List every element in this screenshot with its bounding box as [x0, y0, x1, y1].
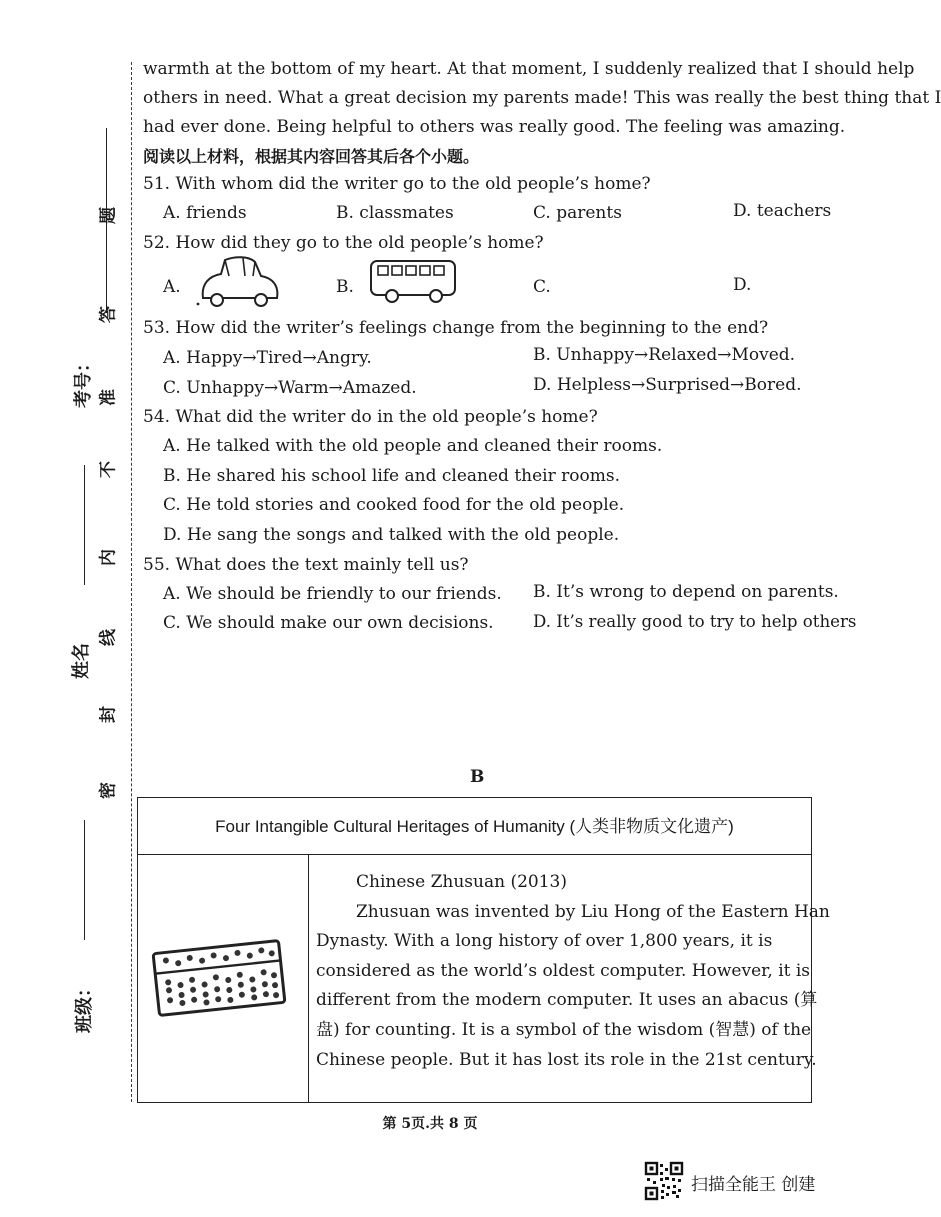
watermark-text: 扫描全能王 创建 — [691, 1175, 816, 1195]
bus-icon — [368, 258, 460, 306]
question-stem: 52. How did they go to the old people’s home? — [143, 233, 544, 253]
table-title: Four Intangible Cultural Heritages of Humanity (人类非物质文化遗产) — [138, 798, 811, 855]
entry-line: Chinese people. But it has lost its role in the 21st century. — [316, 1049, 817, 1070]
entry-line: Dynasty. With a long history of over 1,800 years, it is — [316, 931, 773, 952]
heritage-table — [137, 797, 830, 1103]
abacus-icon — [152, 933, 287, 1023]
passage-line: warmth at the bottom of my heart. At that moment, I suddenly realized that I should help — [143, 59, 915, 79]
option-b[interactable]: B. classmates — [336, 203, 454, 223]
entry-line: different from the modern computer. It uses an abacus (算 — [316, 990, 818, 1011]
binding-char: 不 — [98, 461, 119, 478]
option-a[interactable]: A. Happy→Tired→Angry. — [163, 348, 372, 368]
question-stem: 54. What did the writer do in the old people’s home? — [143, 407, 598, 427]
option-a[interactable]: A. He talked with the old people and cleaned their rooms. — [163, 436, 663, 456]
question-stem: 55. What does the text mainly tell us? — [143, 555, 469, 575]
car-icon — [195, 254, 281, 316]
table-text-cell — [316, 868, 830, 1075]
question-stem: 51. With whom did the writer go to the old people’s home? — [143, 174, 651, 194]
option-b[interactable]: B. — [336, 277, 354, 297]
option-d[interactable]: D. — [733, 275, 752, 295]
entry-line: Zhusuan was invented by Liu Hong of the Eastern Han — [356, 901, 830, 922]
entry-line: considered as the world’s oldest computer. However, it is — [316, 960, 811, 981]
binding-line — [131, 62, 132, 1102]
class-label: 班级： — [74, 979, 95, 1033]
binding-char: 线 — [98, 629, 119, 646]
binding-char: 准 — [98, 389, 119, 406]
class-line — [84, 820, 85, 940]
option-b[interactable]: B. Unhappy→Relaxed→Moved. — [533, 345, 796, 365]
passage-line: had ever done. Being helpful to others was really good. The feeling was amazing. — [143, 117, 846, 137]
instruction: 阅读以上材料，根据其内容回答其后各个小题。 — [143, 147, 480, 166]
option-d[interactable]: D. It’s really good to try to help others — [533, 612, 857, 631]
qr-code-icon — [645, 1162, 683, 1200]
page-number: 第 5页.共 8 页 — [382, 1116, 478, 1132]
option-b[interactable]: B. He shared his school life and cleaned their rooms. — [163, 466, 620, 486]
option-d[interactable]: D. teachers — [733, 201, 832, 221]
binding-char: 内 — [98, 549, 119, 566]
name-label: 姓名 — [71, 643, 92, 679]
option-c[interactable]: C. parents — [533, 203, 622, 223]
entry-line: 盘) for counting. It is a symbol of the wisdom (智慧) of the — [316, 1019, 812, 1040]
option-a[interactable]: A. We should be friendly to our friends. — [163, 584, 502, 604]
option-c[interactable]: C. Unhappy→Warm→Amazed. — [163, 378, 417, 398]
option-c[interactable]: C. We should make our own decisions. — [163, 613, 494, 633]
table-image-cell — [138, 855, 309, 1102]
binding-char: 题 — [98, 207, 119, 224]
binding-char: 密 — [98, 782, 119, 799]
exam-number-label: 考号： — [73, 354, 94, 408]
binding-margin — [0, 0, 135, 1100]
option-d[interactable]: D. Helpless→Surprised→Bored. — [533, 375, 802, 395]
passage-line: others in need. What a great decision my parents made! This was really the best thing that I — [143, 88, 941, 108]
binding-char: 封 — [98, 706, 119, 723]
option-d[interactable]: D. He sang the songs and talked with the old people. — [163, 525, 620, 545]
name-line — [84, 465, 85, 585]
entry-heading: Chinese Zhusuan (2013) — [356, 872, 567, 892]
section-label: B — [470, 767, 485, 787]
option-a[interactable]: A. — [163, 277, 181, 297]
option-b[interactable]: B. It’s wrong to depend on parents. — [533, 582, 839, 602]
question-stem: 53. How did the writer’s feelings change from the beginning to the end? — [143, 318, 769, 338]
option-c[interactable]: C. — [533, 277, 551, 297]
option-a[interactable]: A. friends — [163, 203, 247, 223]
binding-char: 答 — [98, 306, 119, 323]
option-c[interactable]: C. He told stories and cooked food for the old people. — [163, 495, 625, 515]
